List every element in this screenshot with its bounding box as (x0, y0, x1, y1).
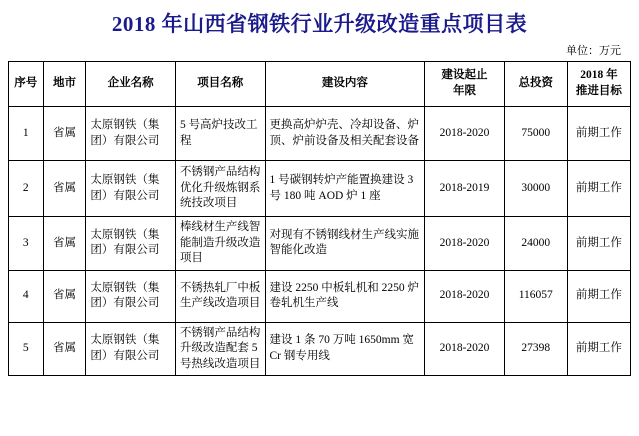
cell-content: 更换高炉炉壳、冷却设备、炉顶、炉前设备及相关配套设备 (265, 107, 425, 161)
steel-upgrade-projects-table (8, 61, 631, 376)
page-title: 2018 年山西省钢铁行业升级改造重点项目表 (111, 12, 528, 36)
cell-period: 2018-2019 (425, 161, 504, 217)
cell-goal: 前期工作 (567, 217, 630, 271)
cell-project: 5 号高炉技改工程 (175, 107, 265, 161)
column-header-company: 企业名称 (86, 62, 176, 107)
cell-city: 省属 (43, 322, 86, 376)
cell-investment: 75000 (504, 107, 567, 161)
cell-investment: 24000 (504, 217, 567, 271)
cell-index: 4 (9, 270, 44, 322)
cell-index: 5 (9, 322, 44, 376)
cell-company: 太原钢铁（集团）有限公司 (86, 270, 176, 322)
cell-index: 2 (9, 161, 44, 217)
column-header-goal-line2: 推进目标 (575, 85, 622, 97)
cell-index: 3 (9, 217, 44, 271)
cell-content: 建设 1 条 70 万吨 1650mm 宽 Cr 钢专用线 (265, 322, 425, 376)
cell-project: 不锈钢产品结构升级改造配套 5 号热线改造项目 (175, 322, 265, 376)
column-header-index: 序号 (9, 62, 44, 107)
cell-project: 棒线材生产线智能制造升级改造项目 (175, 217, 265, 271)
cell-city: 省属 (43, 161, 86, 217)
cell-project: 不锈钢产品结构优化升级炼钢系统技改项目 (175, 161, 265, 217)
cell-project: 不锈热轧厂中板生产线改造项目 (175, 270, 265, 322)
column-header-investment: 总投资 (504, 62, 567, 107)
cell-goal: 前期工作 (567, 161, 630, 217)
cell-goal: 前期工作 (567, 270, 630, 322)
cell-company: 太原钢铁（集团）有限公司 (86, 217, 176, 271)
table-header-row (9, 62, 631, 107)
cell-period: 2018-2020 (425, 322, 504, 376)
cell-period: 2018-2020 (425, 217, 504, 271)
column-header-goal-line1: 2018 年 (580, 69, 618, 82)
table-row (9, 270, 631, 322)
table-row (9, 161, 631, 217)
cell-company: 太原钢铁（集团）有限公司 (86, 107, 176, 161)
cell-investment: 116057 (504, 270, 567, 322)
cell-content: 1 号碳钢转炉产能置换建设 3 号 180 吨 AOD 炉 1 座 (265, 161, 425, 217)
cell-investment: 27398 (504, 322, 567, 376)
table-row (9, 322, 631, 376)
table-row (9, 107, 631, 161)
cell-index: 1 (9, 107, 44, 161)
cell-city: 省属 (43, 217, 86, 271)
unit-note: 单位：万元 (566, 45, 621, 57)
cell-period: 2018-2020 (425, 270, 504, 322)
cell-goal: 前期工作 (567, 107, 630, 161)
column-header-content: 建设内容 (265, 62, 425, 107)
table-row (9, 217, 631, 271)
column-header-period-line1: 建设起止 (441, 69, 488, 82)
column-header-project: 项目名称 (175, 62, 265, 107)
column-header-period-line2: 年限 (453, 85, 477, 97)
cell-company: 太原钢铁（集团）有限公司 (86, 322, 176, 376)
column-header-period (425, 62, 504, 107)
column-header-city: 地市 (43, 62, 86, 107)
cell-company: 太原钢铁（集团）有限公司 (86, 161, 176, 217)
cell-content: 对现有不锈钢线材生产线实施智能化改造 (265, 217, 425, 271)
cell-goal: 前期工作 (567, 322, 630, 376)
cell-city: 省属 (43, 270, 86, 322)
column-header-goal (567, 62, 630, 107)
cell-period: 2018-2020 (425, 107, 504, 161)
cell-investment: 30000 (504, 161, 567, 217)
cell-content: 建设 2250 中板轧机和 2250 炉卷轧机生产线 (265, 270, 425, 322)
cell-city: 省属 (43, 107, 86, 161)
